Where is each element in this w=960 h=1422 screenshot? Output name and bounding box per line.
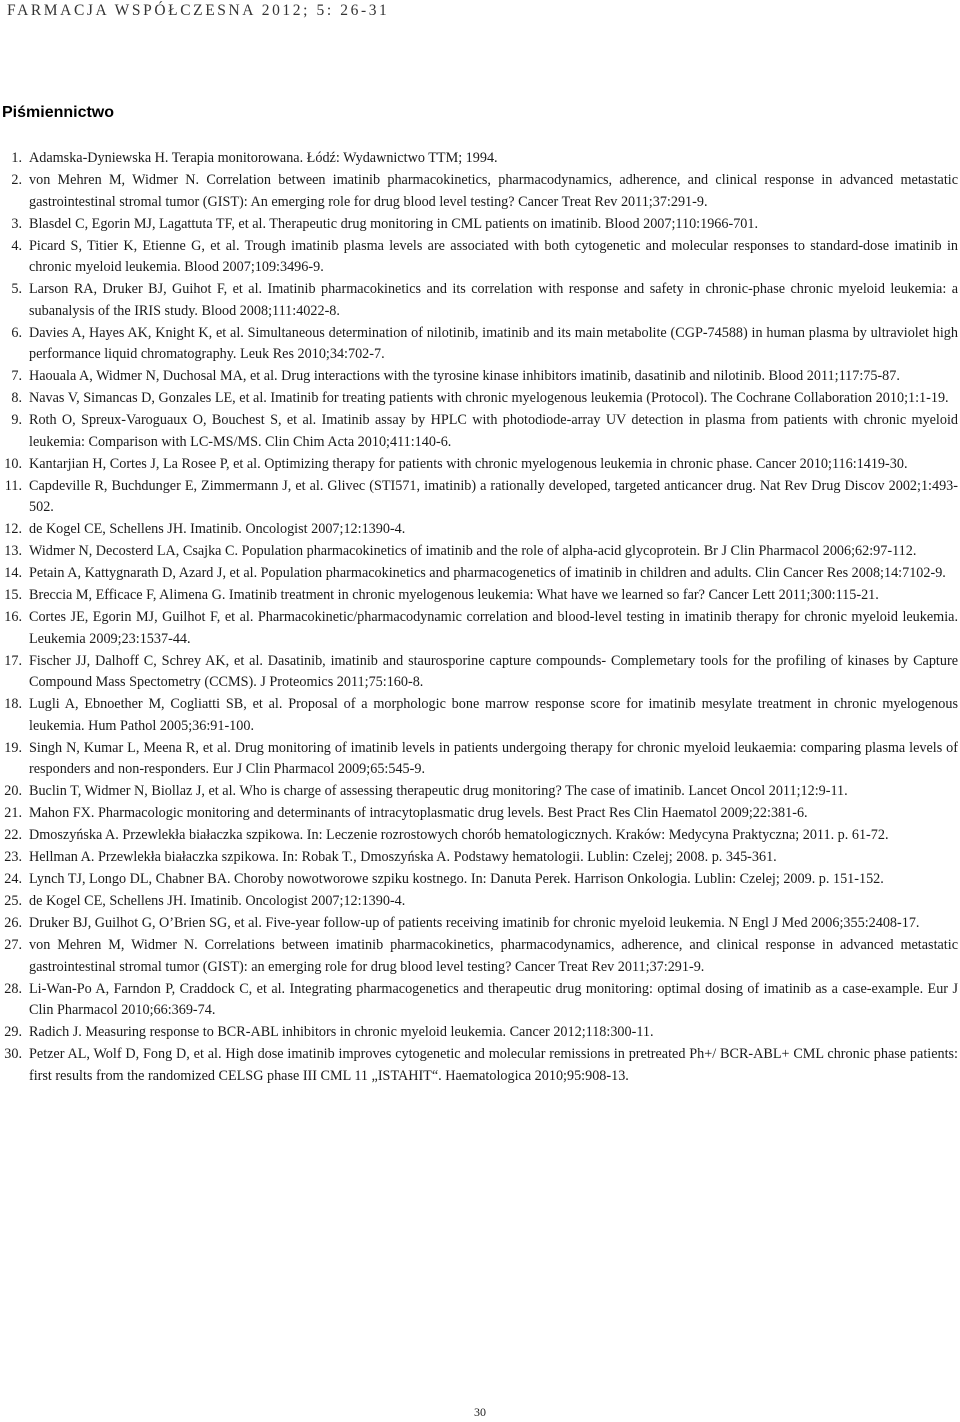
reference-number: 10. <box>4 455 22 472</box>
reference-number: 21. <box>4 805 22 821</box>
reference-text: Druker BJ, Guilhot G, O’Brien SG, et al. Five-year follow-up of patients receiving imatinib for chronic myeloid leukemia. N Engl J Med 2006;355:2408-17. <box>29 915 920 931</box>
reference-text: Roth O, Spreux-Varoguaux O, Bouchest S, et al. Imatinib assay by HPLC with photodiode-array UV detection in plasma from patients with chronic myeloid leukemia: Comparison with LC-MS/MS. Clin Chim Acta 2010;411:140-6. <box>29 412 958 450</box>
reference-text: Cortes JE, Egorin MJ, Guilhot F, et al. Pharmacokinetic/pharmacodynamic correlation and blood-level testing in imatinib therapy for chronic myeloid leukemia. Leukemia 2009;23:1537-44. <box>29 609 958 647</box>
reference-number: 24. <box>4 871 22 887</box>
reference-text: de Kogel CE, Schellens JH. Imatinib. Oncologist 2007;12:1390-4. <box>29 893 406 909</box>
reference-item <box>0 236 958 279</box>
reference-number: 14. <box>4 565 22 581</box>
reference-item <box>0 519 958 541</box>
reference-number: 23. <box>4 849 22 865</box>
reference-item <box>0 825 958 847</box>
reference-item <box>0 781 958 803</box>
reference-text: Lynch TJ, Longo DL, Chabner BA. Choroby nowotworowe szpiku kostnego. In: Danuta Perek. Harrison Onkologia. Lublin: Czelej; 2009. p. 151-152. <box>29 871 884 887</box>
reference-item <box>0 935 958 978</box>
reference-number: 16. <box>4 609 22 625</box>
reference-list <box>0 148 958 1088</box>
reference-text: Davies A, Hayes AK, Knight K, et al. Simultaneous determination of nilotinib, imatinib and its main metabolite (CGP-74588) in human plasma by ultraviolet high performance liquid chromatography. Leuk Res 2010;34:702-7. <box>29 324 958 362</box>
reference-number: 2. <box>11 172 22 188</box>
reference-number: 6. <box>11 324 22 341</box>
reference-number: 25. <box>4 893 22 909</box>
reference-text: Blasdel C, Egorin MJ, Lagattuta TF, et al. Therapeutic drug monitoring in CML patients on imatinib. Blood 2007;110:1966-701. <box>29 215 759 232</box>
reference-item <box>0 585 958 607</box>
reference-text: Li-Wan-Po A, Farndon P, Craddock C, et al. Integrating pharmacogenetics and therapeutic drug monitoring: optimal dosing of imatinib as a case-example. Eur J Clin Pharmacol 2010;66:369-74. <box>29 980 958 1018</box>
reference-text: Adamska-Dyniewska H. Terapia monitorowana. Łódź: Wydawnictwo TTM; 1994. <box>29 150 498 166</box>
reference-item <box>0 563 958 585</box>
reference-number: 18. <box>4 696 22 712</box>
reference-number: 22. <box>4 827 22 843</box>
reference-number: 3. <box>11 215 22 232</box>
reference-text: Petain A, Kattygnarath D, Azard J, et al. Population pharmacokinetics and pharmacogenetics of imatinib in children and adults. Clin Cancer Res 2008;14:7102-9. <box>29 565 946 581</box>
reference-item <box>0 651 958 694</box>
reference-text: Mahon FX. Pharmacologic monitoring and determinants of intracytoplasmatic drug levels. Best Pract Res Clin Haematol 2009;22:381-6. <box>29 805 808 821</box>
reference-number: 8. <box>11 390 22 406</box>
reference-item <box>0 869 958 891</box>
reference-item <box>0 607 958 650</box>
reference-text: Dmoszyńska A. Przewlekła białaczka szpikowa. In: Leczenie rozrostowych chorób hematologicznych. Kraków: Medycyna Praktyczna; 2011. p. 61-72. <box>29 827 889 843</box>
reference-text: Larson RA, Druker BJ, Guihot F, et al. Imatinib pharmacokinetics and its correlation with response and safety in chronic-phase chronic myeloid leukemia: a subanalysis of the IRIS study. Blood 2008;111:4022-8. <box>29 281 958 319</box>
reference-item <box>0 1044 958 1087</box>
reference-number: 12. <box>4 521 22 537</box>
reference-number: 29. <box>4 1024 22 1040</box>
reference-number: 26. <box>4 915 22 931</box>
reference-item <box>0 476 958 519</box>
reference-text: von Mehren M, Widmer N. Correlations between imatinib pharmacokinetics, pharmacodynamics, adherence, and clinical response in advanced metastatic gastrointestinal stromal tumor (GIST): an emerging role for drug blood level testing? Cancer Treat Rev 2011;37:291-9. <box>29 937 958 975</box>
reference-item <box>0 694 958 737</box>
reference-text: Kantarjian H, Cortes J, La Rosee P, et al. Optimizing therapy for patients with chronic myelogenous leukemia in chronic phase. Cancer 2010;116:1419-30. <box>29 455 908 472</box>
reference-number: 27. <box>4 937 22 953</box>
reference-text: Singh N, Kumar L, Meena R, et al. Drug monitoring of imatinib levels in patients undergoing therapy for chronic myeloid leukaemia: comparing plasma levels of responders and non-responders. Eur J Clin Pharmacol 2009;65:545-9. <box>29 739 958 777</box>
reference-text: Hellman A. Przewlekła białaczka szpikowa. In: Robak T., Dmoszyńska A. Podstawy hematologii. Lublin: Czelej; 2008. p. 345-361. <box>29 849 777 865</box>
reference-number: 19. <box>4 739 22 756</box>
reference-text: Buclin T, Widmer N, Biollaz J, et al. Who is charge of assessing therapeutic drug monitoring? The case of imatinib. Lancet Oncol 2011;12:9-11. <box>29 783 848 799</box>
reference-number: 7. <box>11 368 22 384</box>
reference-number: 1. <box>11 150 22 166</box>
reference-number: 13. <box>4 543 22 559</box>
reference-item <box>0 847 958 869</box>
reference-item <box>0 388 958 410</box>
reference-number: 20. <box>4 783 22 799</box>
reference-text: Navas V, Simancas D, Gonzales LE, et al. Imatinib for treating patients with chronic myelogenous leukemia (Protocol). The Cochrane Collaboration 2010;1:1-19. <box>29 390 949 406</box>
page-number: 30 <box>474 1405 486 1419</box>
reference-item <box>0 541 958 563</box>
journal-citation: 2012; 5: 26-31 <box>261 2 390 19</box>
reference-text: Picard S, Titier K, Etienne G, et al. Trough imatinib plasma levels are associated with both cytogenetic and molecular responses to standard-dose imatinib in chronic myeloid leukemia. Blood 2007;109:3496-9. <box>29 237 958 275</box>
reference-text: Capdeville R, Buchdunger E, Zimmermann J, et al. Glivec (STI571, imatinib) a rationally developed, targeted anticancer drug. Nat Rev Drug Discov 2002;1:493-502. <box>29 477 958 515</box>
reference-item <box>0 214 958 236</box>
reference-text: Petzer AL, Wolf D, Fong D, et al. High dose imatinib improves cytogenetic and molecular remissions in pretreated Ph+/ BCR-ABL+ CML chronic phase patients: first results from the randomized CELSG phase III CML 11 „ISTAHIT“. Haematologica 2010;95:908-13. <box>29 1046 958 1084</box>
reference-item <box>0 148 958 170</box>
reference-item <box>0 323 958 366</box>
reference-item <box>0 891 958 913</box>
section-title: Piśmiennictwo <box>2 104 115 121</box>
reference-text: Radich J. Measuring response to BCR-ABL inhibitors in chronic myeloid leukemia. Cancer 2012;118:300-11. <box>29 1024 654 1040</box>
reference-number: 28. <box>4 980 22 997</box>
reference-item <box>0 279 958 322</box>
reference-number: 15. <box>4 587 22 603</box>
running-header <box>7 2 389 20</box>
reference-item <box>0 738 958 781</box>
reference-item <box>0 979 958 1022</box>
reference-item <box>0 913 958 935</box>
reference-item <box>0 1022 958 1044</box>
reference-number: 9. <box>11 412 22 428</box>
reference-item <box>0 366 958 388</box>
reference-number: 4. <box>11 237 22 254</box>
journal-name: FARMACJA WSPÓŁCZESNA <box>7 2 256 19</box>
reference-number: 30. <box>4 1046 22 1062</box>
reference-text: Fischer JJ, Dalhoff C, Schrey AK, et al. Dasatinib, imatinib and staurosporine capture compounds- Complemetary tools for the profiling of kinases by Capture Compound Mass Spectometry (CCMS). J Proteomics 2011;75:160-8. <box>29 652 958 690</box>
reference-number: 5. <box>11 281 22 297</box>
reference-item <box>0 410 958 453</box>
reference-text: Breccia M, Efficace F, Alimena G. Imatinib treatment in chronic myelogenous leukemia: What have we learned so far? Cancer Lett 2011;300:115-21. <box>29 587 879 603</box>
reference-item <box>0 170 958 213</box>
reference-text: Lugli A, Ebnoether M, Cogliatti SB, et al. Proposal of a morphologic bone marrow response score for imatinib mesylate treatment in chronic myelogenous leukemia. Hum Pathol 2005;36:91-100. <box>29 696 958 734</box>
reference-text: Widmer N, Decosterd LA, Csajka C. Population pharmacokinetics of imatinib and the role of alpha-acid glycoprotein. Br J Clin Pharmacol 2006;62:97-112. <box>29 543 917 559</box>
reference-text: Haouala A, Widmer N, Duchosal MA, et al. Drug interactions with the tyrosine kinase inhibitors imatinib, dasatinib and nilotinib. Blood 2011;117:75-87. <box>29 368 900 384</box>
reference-item <box>0 803 958 825</box>
reference-text: von Mehren M, Widmer N. Correlation between imatinib pharmacokinetics, pharmacodynamics, adherence, and clinical response in advanced metastatic gastrointestinal stromal tumor (GIST): An emerging role for drug blood level testing? Cancer Treat Rev 2011;37:291-9. <box>29 172 958 210</box>
reference-text: de Kogel CE, Schellens JH. Imatinib. Oncologist 2007;12:1390-4. <box>29 521 406 537</box>
reference-item <box>0 454 958 476</box>
reference-number: 11. <box>4 477 22 494</box>
reference-number: 17. <box>4 652 22 669</box>
